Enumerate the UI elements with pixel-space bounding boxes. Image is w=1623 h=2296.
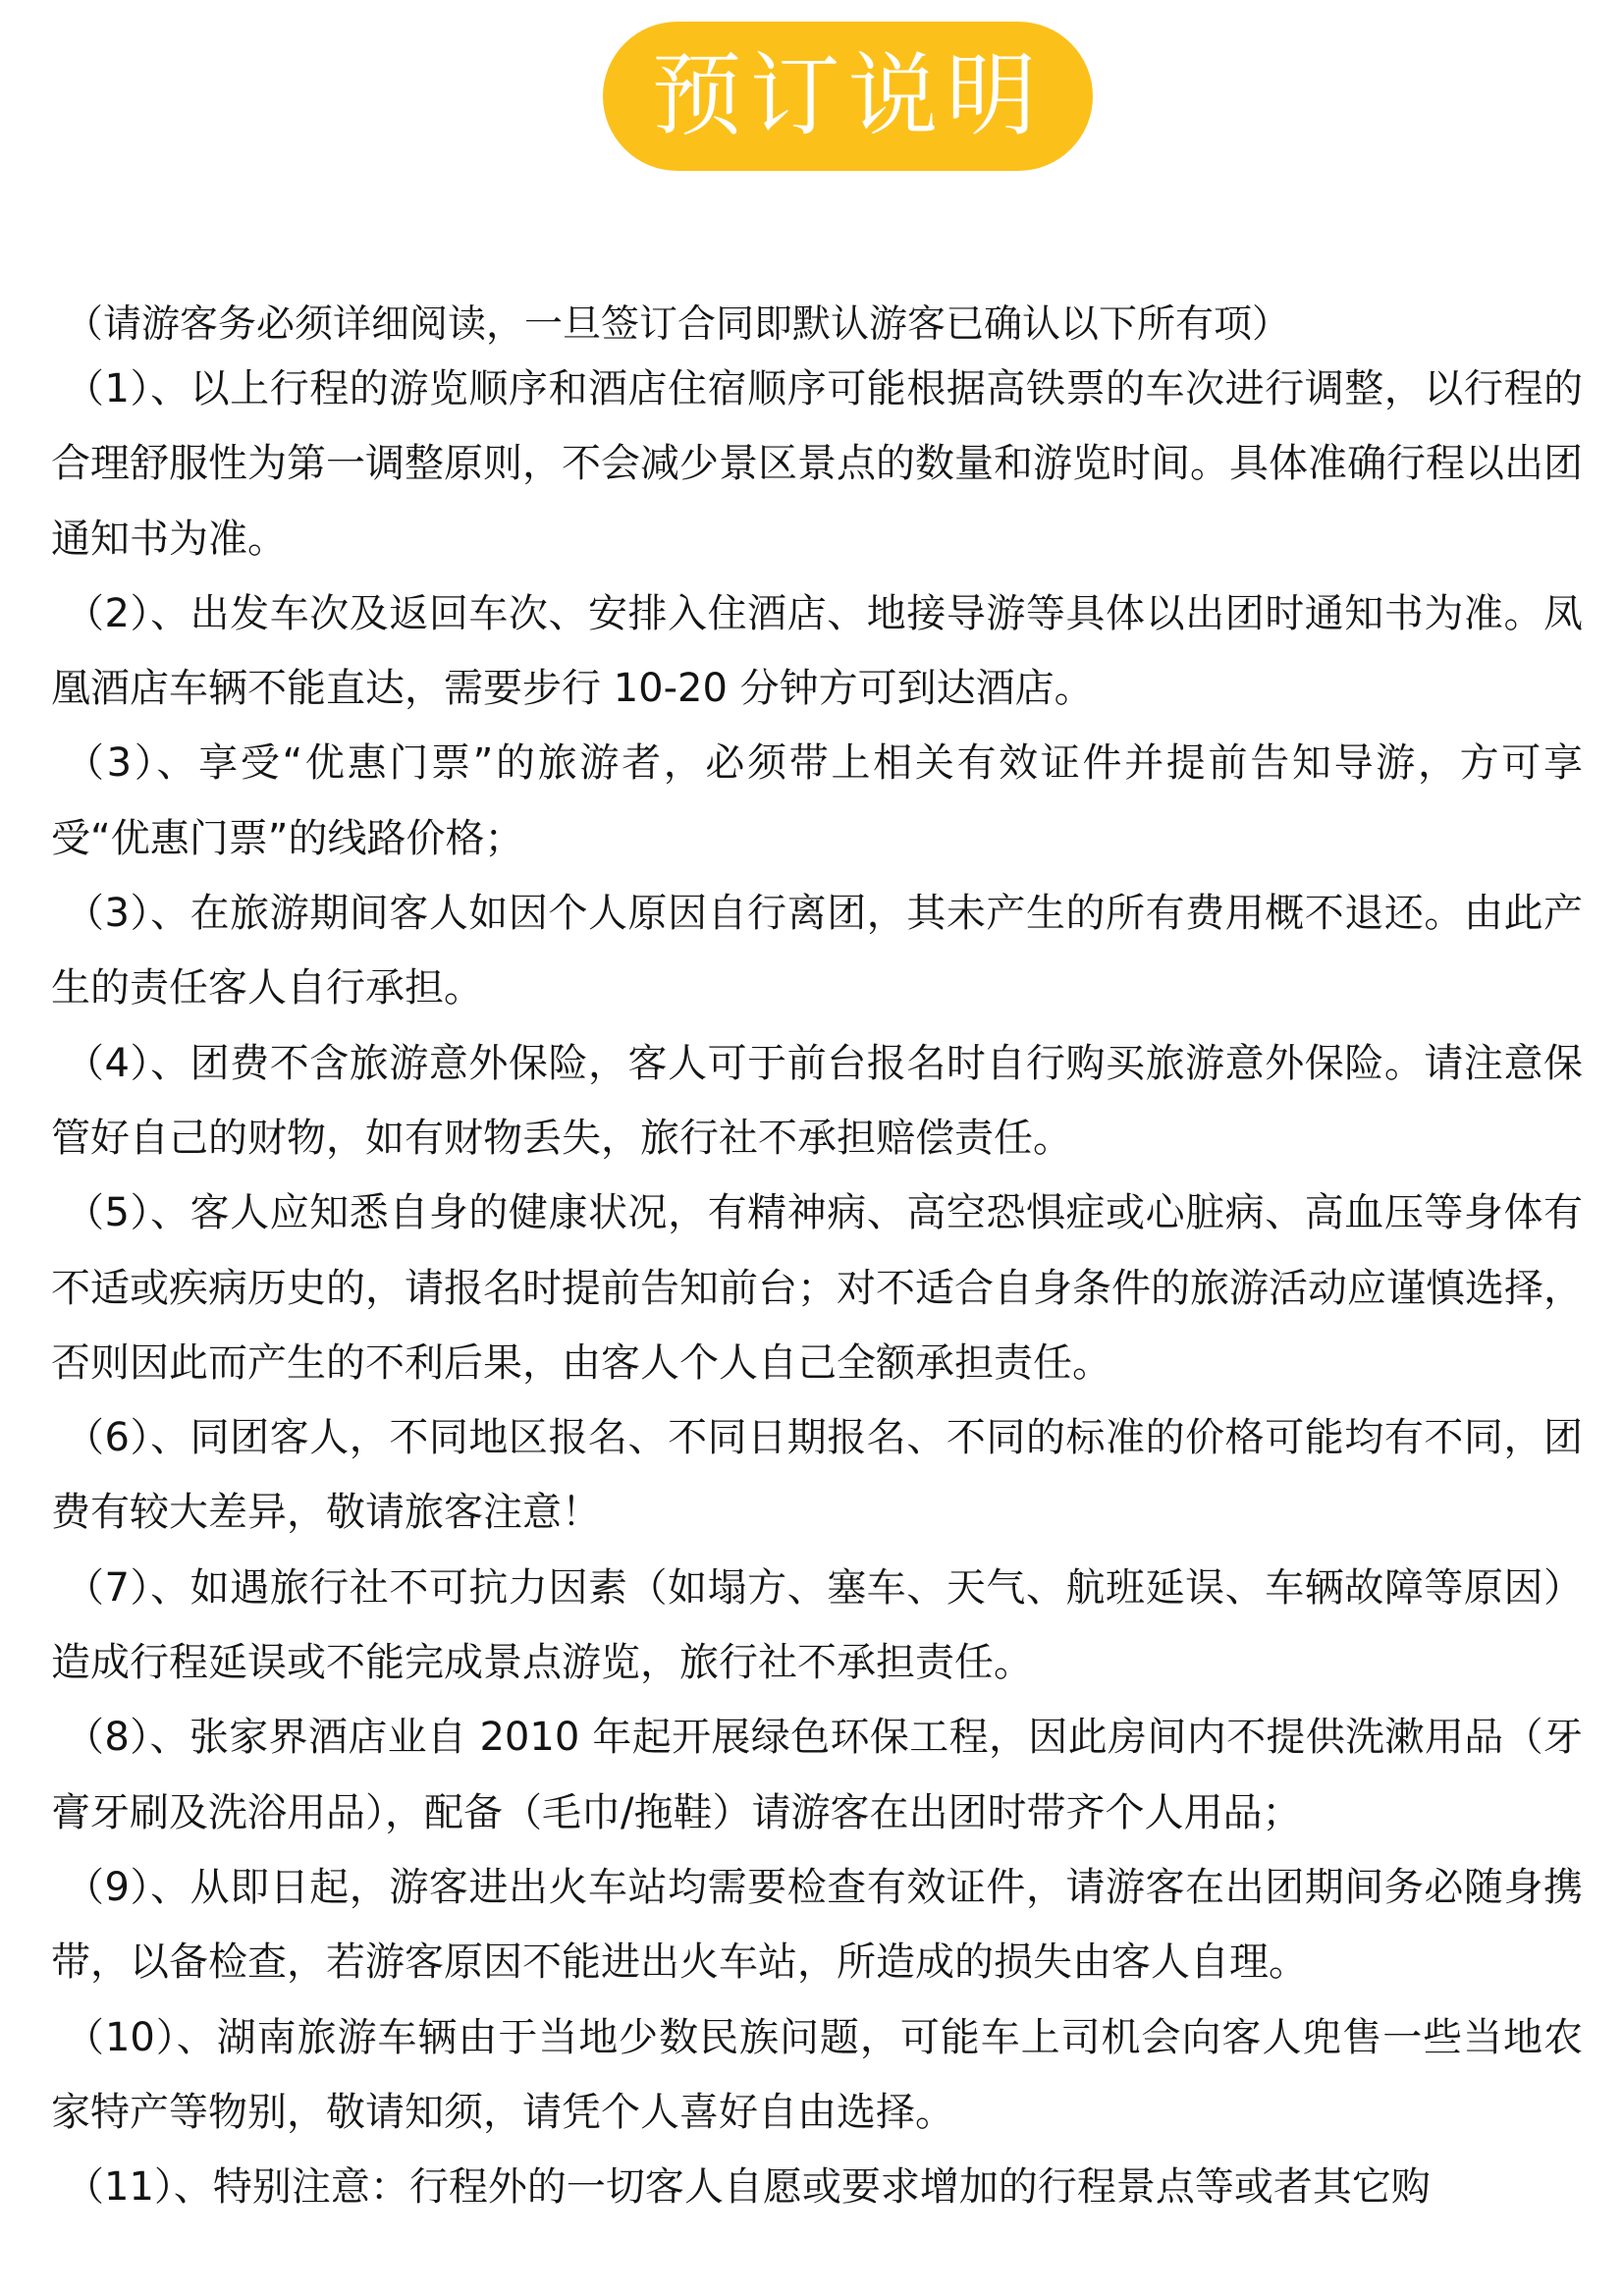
rule-item: （2）、出发车次及返回车次、安排入住酒店、地接导游等具体以出团时通知书为准。凤凰酒店车辆不能直达，需要步行 10-20 分钟方可到达酒店。 xyxy=(51,590,1583,712)
rule-item: （10）、湖南旅游车辆由于当地少数民族问题，可能车上司机会向客人兜售一些当地农家特产等物别，敬请知须，请凭个人喜好自由选择。 xyxy=(51,2014,1583,2135)
intro-note: （请游客务必须详细阅读，一旦签订合同即默认游客已确认以下所有项） xyxy=(65,302,1291,347)
rules-list xyxy=(51,352,1583,2224)
rule-item: （9）、从即日起，游客进出火车站均需要检查有效证件，请游客在出团期间务必随身携带，以备检查，若游客原因不能进出火车站，所造成的损失由客人自理。 xyxy=(51,1864,1583,1986)
rule-item: （1）、以上行程的游览顺序和酒店住宿顺序可能根据高铁票的车次进行调整，以行程的合理舒服性为第一调整原则，不会减少景区景点的数量和游览时间。具体准确行程以出团通知书为准。 xyxy=(51,366,1583,562)
rule-item: （7）、如遇旅行社不可抗力因素（如塌方、塞车、天气、航班延误、车辆故障等原因）造成行程延误或不能完成景点游览，旅行社不承担责任。 xyxy=(51,1564,1583,1686)
rule-item: （8）、张家界酒店业自 2010 年起开展绿色环保工程，因此房间内不提供洗漱用品（牙膏牙刷及洗浴用品），配备（毛巾/拖鞋）请游客在出团时带齐个人用品； xyxy=(51,1715,1583,1835)
page-title: 预订说明 xyxy=(651,43,1045,148)
rule-item: （3）、享受“优惠门票”的旅游者，必须带上相关有效证件并提前告知导游，方可享受“优惠门票”的线路价格； xyxy=(51,740,1583,861)
rule-item: （5）、客人应知悉自身的健康状况，有精神病、高空恐惧症或心脏病、高血压等身体有不适或疾病历史的，请报名时提前告知前台；对不适合自身条件的旅游活动应谨慎选择，否则因此而产生的不利后果，由客人个人自己全额承担责任。 xyxy=(51,1190,1583,1386)
rule-item: （3）、在旅游期间客人如因个人原因自行离团，其未产生的所有费用概不退还。由此产生的责任客人自行承担。 xyxy=(51,891,1583,1011)
rule-item: （6）、同团客人，不同地区报名、不同日期报名、不同的标准的价格可能均有不同，团费有较大差异，敬请旅客注意！ xyxy=(51,1415,1583,1536)
rule-item: （4）、团费不含旅游意外保险，客人可于前台报名时自行购买旅游意外保险。请注意保管好自己的财物，如有财物丢失，旅行社不承担赔偿责任。 xyxy=(51,1040,1583,1161)
rule-item: （11）、特别注意：行程外的一切客人自愿或要求增加的行程景点等或者其它购 xyxy=(65,2164,1431,2211)
title-badge xyxy=(603,22,1093,171)
